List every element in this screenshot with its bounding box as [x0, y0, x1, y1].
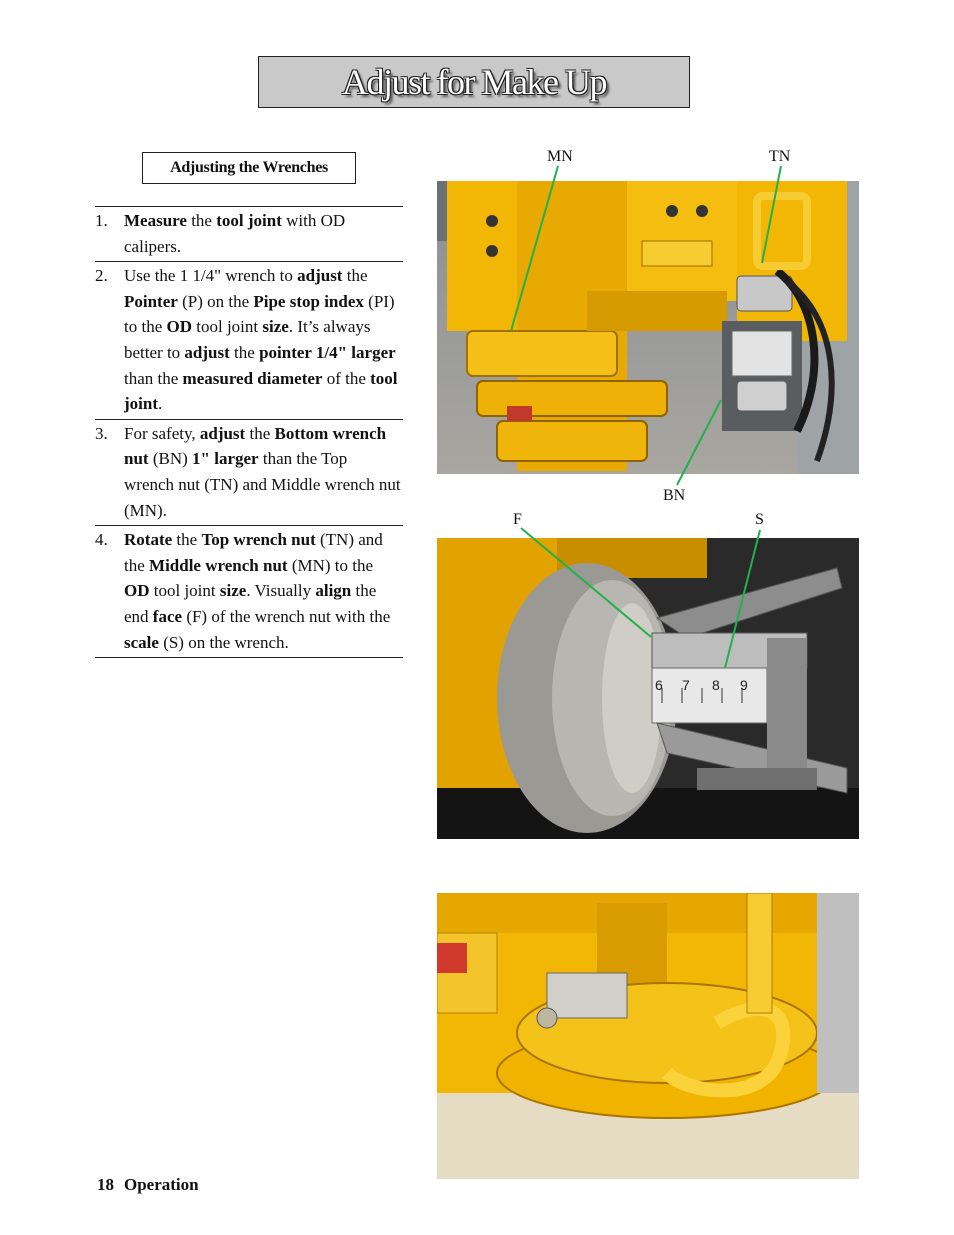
- step-number: 3.: [95, 423, 108, 443]
- page-footer: [97, 1175, 209, 1195]
- step-3: [95, 420, 403, 526]
- title-banner: [258, 56, 690, 108]
- callout-tn: TN: [769, 148, 791, 165]
- step-number: 2.: [95, 266, 108, 286]
- scale-closeup-photo: [437, 538, 859, 839]
- scale-digit: 8: [712, 677, 720, 693]
- step-4: [95, 526, 403, 658]
- callout-bn: BN: [663, 487, 686, 504]
- step-text: Measure the tool joint with OD calipers.: [124, 211, 346, 256]
- step-1: [95, 207, 403, 262]
- wrench-assembly-photo: [437, 181, 859, 474]
- scale-digit: 9: [740, 677, 748, 693]
- footer-section: Operation: [124, 1175, 199, 1194]
- bottom-wrench-photo: [437, 893, 859, 1179]
- scale-digit: 6: [655, 677, 663, 693]
- callout-mn: MN: [547, 148, 573, 165]
- step-2: [95, 262, 403, 420]
- page-title: Adjust for Make Up: [342, 62, 606, 102]
- step-text: For safety, adjust the Bottom wrench nut (BN) 1" larger than the Top wrench nut (TN) and Middle wrench nut (MN).: [124, 423, 401, 520]
- callout-s: S: [755, 511, 764, 528]
- step-text: Rotate the Top wrench nut (TN) and the Middle wrench nut (MN) to the OD tool joint size. Visually align the end face (F) of the wrench nut with the scale (S) on the wrench.: [124, 530, 391, 652]
- section-heading: Adjusting the Wrenches: [142, 152, 356, 184]
- scale-digit: 7: [682, 677, 690, 693]
- step-text: Use the 1 1/4" wrench to adjust the Pointer (P) on the Pipe stop index (PI) to the OD tool joint size. It’s always better to adjust the pointer 1/4" larger than the measured diameter of the tool joint.: [124, 266, 398, 414]
- callout-f: F: [513, 511, 522, 528]
- page-number: 18: [97, 1175, 114, 1194]
- steps-list: [95, 206, 403, 658]
- step-number: 4.: [95, 530, 108, 550]
- step-number: 1.: [95, 211, 108, 230]
